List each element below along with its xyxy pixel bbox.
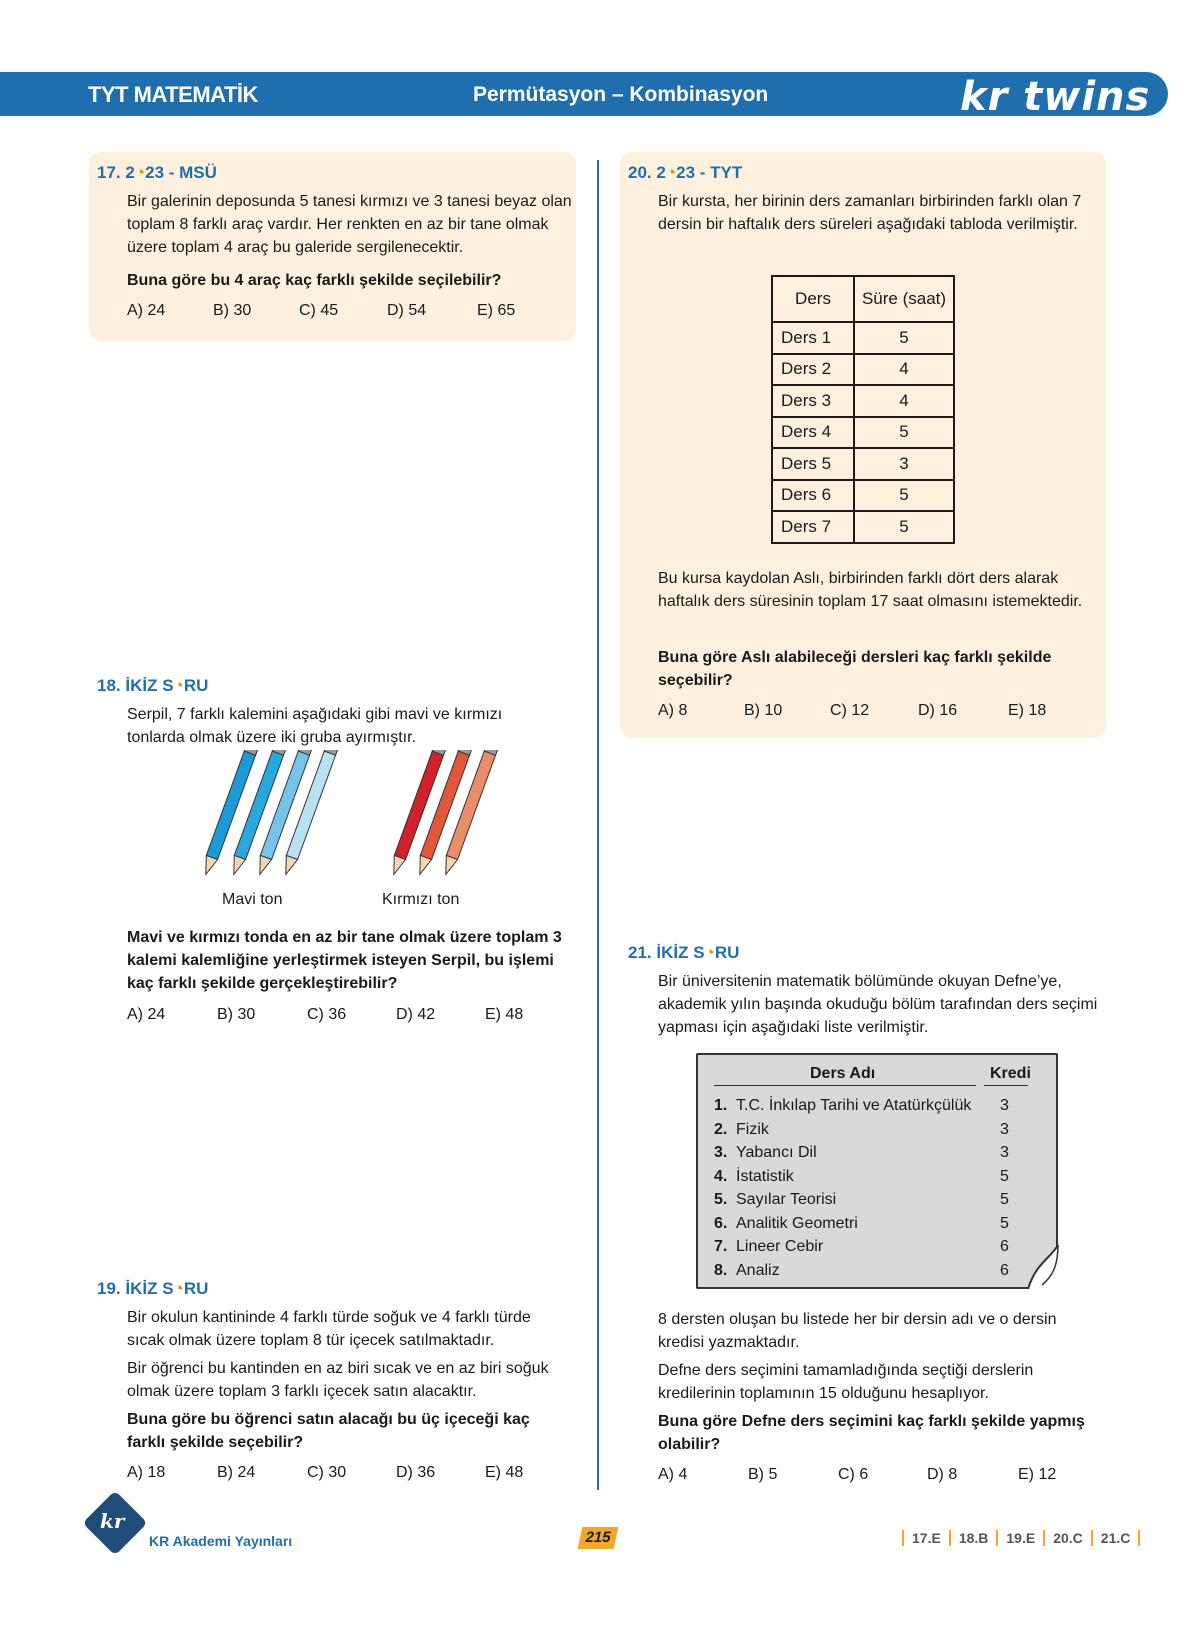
option[interactable]: A) 18 — [127, 1464, 166, 1481]
table-cell: 5 — [854, 511, 954, 543]
option[interactable]: D) 16 — [918, 702, 958, 719]
option[interactable]: C) 30 — [307, 1464, 347, 1481]
table-header-row — [772, 276, 954, 322]
table-cell: 3 — [854, 448, 954, 480]
clock-icon: ◔ — [173, 1279, 184, 1298]
page-number: 215 — [578, 1527, 619, 1549]
option[interactable]: E) 65 — [477, 302, 516, 319]
question-19-options — [127, 1464, 523, 1482]
question-19-heading: 19. İKİZ S◔RU — [97, 1279, 209, 1298]
publisher-name: KR Akademi Yayınları — [149, 1533, 293, 1549]
table-row — [772, 322, 954, 354]
option[interactable]: B) 24 — [217, 1464, 256, 1481]
question-17-options — [127, 302, 515, 320]
option[interactable]: B) 10 — [744, 702, 783, 719]
option[interactable]: C) 12 — [830, 702, 870, 719]
table-cell: 4 — [854, 385, 954, 417]
list-item: 8. Analiz 6 — [714, 1261, 1009, 1279]
question-21-options — [658, 1466, 1056, 1484]
question-19-text-1: Bir okulun kantininde 4 farklı türde soğuk ve 4 farklı türde sıcak olmak üzere toplam 8 tür içecek satılmaktadır. — [127, 1309, 531, 1349]
question-17-text: Bir galerinin deposunda 5 tanesi kırmızı ve 3 tanesi beyaz olan toplam 8 farklı araç vardır. Her renkten en az bir tane olmak üzere toplam 4 araç bu galeride sergilenecektir. — [127, 193, 572, 256]
blue-pencil-group — [200, 750, 338, 876]
table-cell: 5 — [854, 322, 954, 354]
course-duration-table — [771, 275, 955, 544]
option[interactable]: A) 24 — [127, 1006, 166, 1023]
clock-icon: ◔ — [704, 943, 715, 962]
option[interactable]: B) 5 — [748, 1466, 778, 1483]
answer-item: 20.C — [1043, 1530, 1091, 1546]
brand-logo: kr twins — [960, 74, 1151, 120]
course-list-card — [696, 1053, 1058, 1289]
option[interactable]: A) 24 — [127, 302, 166, 319]
header-bar — [0, 72, 1168, 120]
question-20-text-2: Bu kursa kaydolan Aslı, birbirinden farklı dört ders alarak haftalık ders süresinin toplam 17 saat olmasını istemektedir. — [658, 570, 1083, 610]
list-item: 7. Lineer Cebir 6 — [714, 1238, 1009, 1255]
topic-title: Permütasyon – Kombinasyon — [473, 83, 769, 106]
year-clock-icon: ◔ — [134, 163, 146, 182]
question-18-options — [127, 1006, 523, 1024]
option[interactable]: D) 8 — [927, 1466, 958, 1483]
option[interactable]: D) 54 — [387, 302, 427, 319]
answer-item: 17.E — [902, 1530, 949, 1546]
question-18-ask: Mavi ve kırmızı tonda en az bir tane olmak üzere toplam 3 kalemi kalemliğine yerleştirmek isteyen Serpil, bu işlemi kaç farklı şekilde gerçekleştirebilir? — [127, 929, 562, 992]
question-17-heading: 17. 2◔23 - MSÜ — [97, 163, 217, 182]
question-17-ask: Buna göre bu 4 araç kaç farklı şekilde seçilebilir? — [127, 272, 502, 289]
table-cell: Ders 2 — [772, 354, 854, 386]
list-item: 6. Analitik Geometri 5 — [714, 1214, 1009, 1232]
table-header: Süre (saat) — [854, 276, 954, 322]
label-blue-tone: Mavi ton — [222, 891, 283, 908]
publisher-logo-text: kr — [100, 1509, 125, 1533]
answer-item: 18.B — [949, 1530, 997, 1546]
question-21-text: Bir üniversitenin matematik bölümünde okuyan Defne’ye, akademik yılın başında okuduğu bölüm tarafından ders seçimi yapması için aşağıdaki liste verilmiştir. — [658, 973, 1098, 1036]
label-red-tone: Kırmızı ton — [382, 891, 460, 908]
question-20-options — [658, 702, 1046, 720]
table-header: Ders — [772, 276, 854, 322]
year-clock-icon: ◔ — [665, 163, 677, 182]
option[interactable]: C) 6 — [838, 1466, 869, 1483]
table-row — [772, 354, 954, 386]
table-row — [772, 511, 954, 543]
option[interactable]: C) 36 — [307, 1006, 347, 1023]
option[interactable]: B) 30 — [217, 1006, 256, 1023]
column-divider — [597, 160, 599, 1490]
pencils-illustration — [190, 750, 510, 890]
answer-item: 21.C — [1091, 1530, 1141, 1546]
option[interactable]: C) 45 — [299, 302, 339, 319]
header-underline — [984, 1085, 1028, 1086]
option[interactable]: B) 30 — [213, 302, 252, 319]
option[interactable]: E) 48 — [485, 1464, 524, 1481]
course-name-header: Ders Adı — [810, 1065, 876, 1082]
answer-key — [902, 1530, 1140, 1546]
table-cell: 5 — [854, 480, 954, 512]
table-cell: 5 — [854, 417, 954, 449]
question-18-heading: 18. İKİZ S◔RU — [97, 676, 209, 695]
list-item: 5. Sayılar Teorisi 5 — [714, 1191, 1009, 1208]
option[interactable]: E) 12 — [1018, 1466, 1057, 1483]
question-19-text-2: Bir öğrenci bu kantinden en az biri sıcak ve en az biri soğuk olmak üzere toplam 3 farklı içecek satın alacaktır. — [127, 1360, 549, 1400]
option[interactable]: D) 36 — [396, 1464, 436, 1481]
table-row — [772, 480, 954, 512]
table-row — [772, 448, 954, 480]
table-row — [772, 385, 954, 417]
table-cell: Ders 7 — [772, 511, 854, 543]
list-item: 3. Yabancı Dil 3 — [714, 1144, 1009, 1161]
question-21-heading: 21. İKİZ S◔RU — [628, 943, 740, 962]
table-cell: Ders 6 — [772, 480, 854, 512]
question-19-ask: Buna göre bu öğrenci satın alacağı bu üç içeceği kaç farklı şekilde seçebilir? — [127, 1411, 530, 1451]
question-20-text: Bir kursta, her birinin ders zamanları birbirinden farklı olan 7 dersin bir haftalık ders süreleri aşağıdaki tabloda verilmiştir. — [658, 193, 1082, 233]
table-cell: Ders 5 — [772, 448, 854, 480]
red-pencil-group — [388, 750, 498, 876]
table-cell: Ders 1 — [772, 322, 854, 354]
list-item: 2. Fizik 3 — [714, 1120, 1009, 1138]
option[interactable]: A) 4 — [658, 1466, 688, 1483]
credit-header: Kredi — [990, 1065, 1031, 1082]
option[interactable]: D) 42 — [396, 1006, 436, 1023]
list-item: 4. İstatistik 5 — [714, 1167, 1009, 1185]
subject-title: TYT MATEMATİK — [88, 82, 258, 107]
option[interactable]: A) 8 — [658, 702, 688, 719]
page-curl-icon — [1028, 1245, 1062, 1291]
question-21-text-2: 8 dersten oluşan bu listede her bir dersin adı ve o dersin kredisi yazmaktadır. — [658, 1311, 1057, 1351]
table-row — [772, 417, 954, 449]
table-cell: 4 — [854, 354, 954, 386]
clock-icon: ◔ — [173, 676, 184, 695]
question-20-heading: 20. 2◔23 - TYT — [628, 163, 743, 182]
table-cell: Ders 3 — [772, 385, 854, 417]
question-21-text-3: Defne ders seçimini tamamladığında seçtiği derslerin kredilerinin toplamının 15 olduğunu hesaplıyor. — [658, 1362, 1034, 1402]
question-20-ask: Buna göre Aslı alabileceği dersleri kaç farklı şekilde seçebilir? — [658, 649, 1052, 689]
answer-item: 19.E — [996, 1530, 1043, 1546]
list-item: 1. T.C. İnkılap Tarihi ve Atatürkçülük 3 — [714, 1097, 1009, 1114]
header-underline — [714, 1085, 976, 1086]
question-21-ask: Buna göre Defne ders seçimini kaç farklı şekilde yapmış olabilir? — [658, 1413, 1085, 1453]
option[interactable]: E) 18 — [1008, 702, 1047, 719]
option[interactable]: E) 48 — [485, 1006, 524, 1023]
question-18-text: Serpil, 7 farklı kalemini aşağıdaki gibi mavi ve kırmızı tonlarda olmak üzere iki gruba ayırmıştır. — [127, 706, 503, 746]
table-cell: Ders 4 — [772, 417, 854, 449]
